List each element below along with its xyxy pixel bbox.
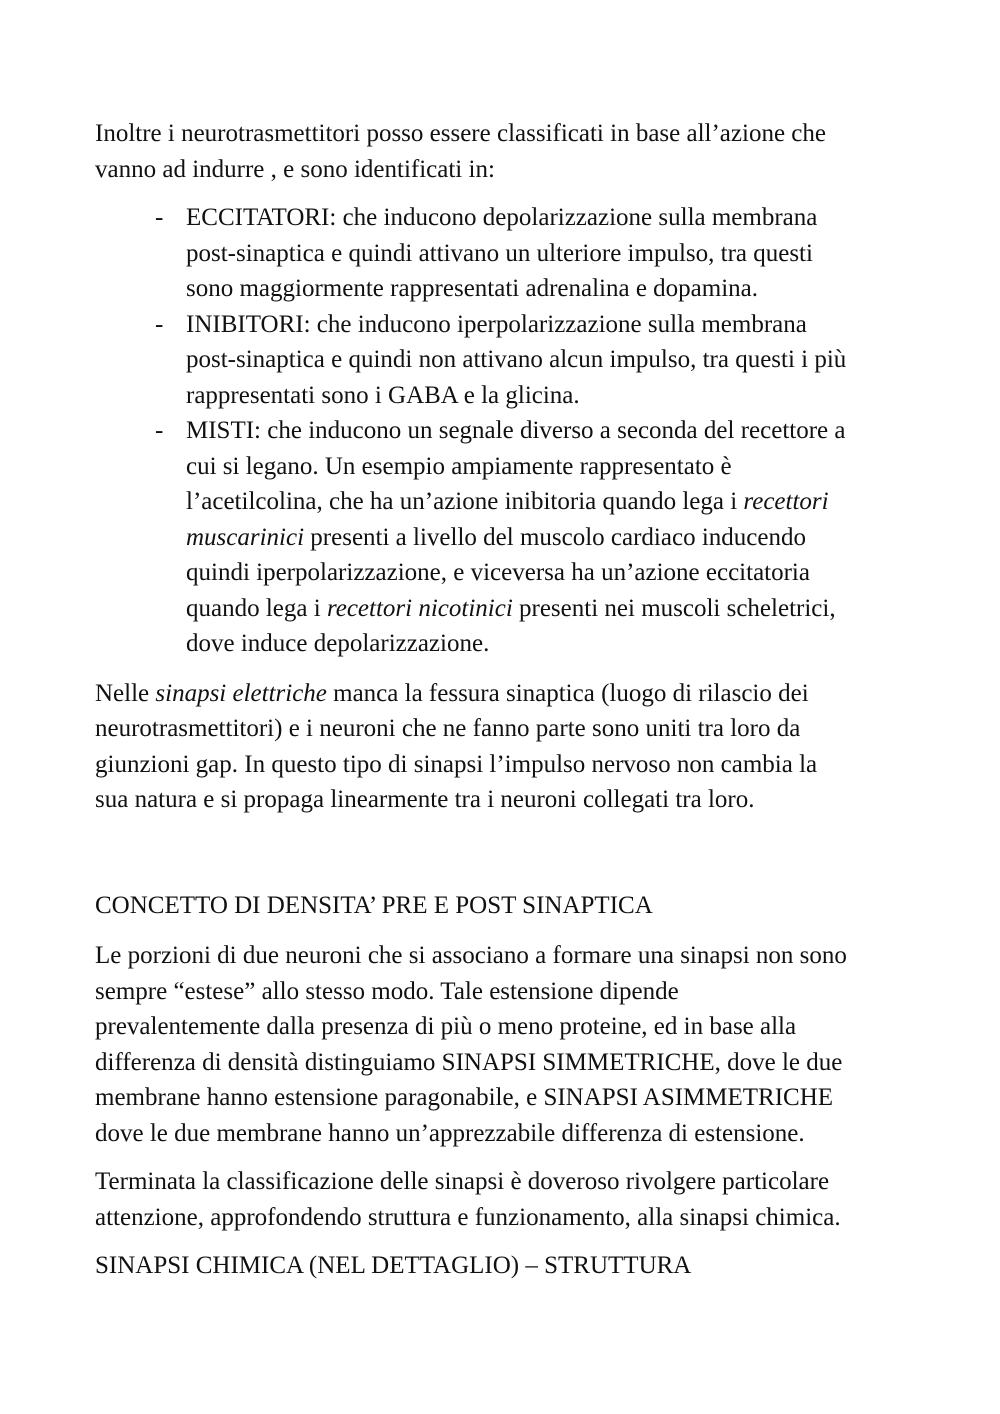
electric-synapse-paragraph: [95, 676, 915, 818]
text-line: differenza di densità distinguiamo SINAPSI SIMMETRICHE, dove le due: [95, 1048, 843, 1076]
text-run: INIBITORI: che inducono iperpolarizzazione sulla membrana: [186, 310, 807, 338]
italic-text-run: recettori nicotinici: [326, 594, 513, 622]
document-page: [95, 116, 915, 1284]
conclusion-paragraph: [95, 1164, 915, 1235]
text-line: sempre “estese” allo stesso modo. Tale estensione dipende: [95, 977, 679, 1005]
list-bullet-dash: -: [155, 204, 164, 231]
text-run: manca la fessura sinaptica (luogo di rilascio dei: [326, 679, 809, 707]
density-heading: CONCETTO DI DENSITA’ PRE E POST SINAPTICA: [95, 891, 653, 919]
text-run: sono maggiormente rappresentati adrenalina e dopamina.: [186, 275, 759, 302]
density-paragraph: [95, 938, 915, 1151]
list-bullet-dash: -: [155, 310, 164, 338]
section-spacer: [95, 831, 915, 888]
structure-heading: SINAPSI CHIMICA (NEL DETTAGLIO) – STRUTTURA: [95, 1252, 692, 1279]
list-bullet-dash: -: [155, 417, 164, 444]
intro-paragraph: [95, 116, 915, 187]
text-line: Terminata la classificazione delle sinapsi è doveroso rivolgere particolare: [95, 1168, 830, 1195]
intro-line: Inoltre i neurotrasmettitori posso essere classificati in base all’azione che: [95, 120, 826, 147]
text-run: dove induce depolarizzazione.: [186, 630, 490, 657]
neurotransmitter-type-list: [95, 200, 915, 662]
text-run: neurotrasmettitori) e i neuroni che ne fanno parte sono uniti tra loro da: [95, 715, 801, 742]
text-run: giunzioni gap. In questo tipo di sinapsi l’impulso nervoso non cambia la: [95, 750, 818, 778]
text-run: l’acetilcolina, che ha un’azione inibitoria quando lega i: [186, 488, 744, 515]
text-run: MISTI: che inducono un segnale diverso a seconda del recettore a: [186, 417, 846, 444]
italic-text-run: recettori: [743, 488, 829, 515]
italic-text-run: sinapsi elettriche: [155, 679, 327, 707]
text-line: attenzione, approfondendo struttura e funzionamento, alla sinapsi chimica.: [95, 1203, 841, 1231]
text-run: quindi iperpolarizzazione, e viceversa ha un’azione eccitatoria: [186, 559, 810, 586]
text-run: rappresentati sono i GABA e la glicina.: [186, 381, 580, 409]
text-run: presenti a livello del muscolo cardiaco inducendo: [304, 523, 806, 551]
italic-text-run: muscarinici: [186, 523, 305, 551]
intro-line: vanno ad indurre , e sono identificati in:: [95, 155, 495, 183]
text-run: ECCITATORI: che inducono depolarizzazione sulla membrana: [186, 204, 818, 231]
text-run: presenti nei muscoli scheletrici,: [512, 594, 836, 622]
text-run: post-sinaptica e quindi attivano un ulteriore impulso, tra questi: [186, 239, 813, 267]
text-run: cui si legano. Un esempio ampiamente rappresentato è: [186, 452, 732, 480]
text-run: quando lega i: [186, 594, 327, 622]
list-item: [95, 307, 915, 414]
text-line: dove le due membrane hanno un’apprezzabile differenza di estensione.: [95, 1119, 805, 1147]
text-line: Le porzioni di due neuroni che si associano a formare una sinapsi non sono: [95, 942, 847, 969]
list-item: [95, 200, 915, 307]
text-line: membrane hanno estensione paragonabile, e SINAPSI ASIMMETRICHE: [95, 1084, 834, 1111]
text-line: prevalentemente dalla presenza di più o meno proteine, ed in base alla: [95, 1013, 797, 1040]
text-run: Nelle: [95, 679, 156, 707]
list-item: [95, 413, 915, 662]
text-run: post-sinaptica e quindi non attivano alcun impulso, tra questi i più: [186, 346, 847, 373]
text-run: sua natura e si propaga linearmente tra i neuroni collegati tra loro.: [95, 786, 755, 813]
